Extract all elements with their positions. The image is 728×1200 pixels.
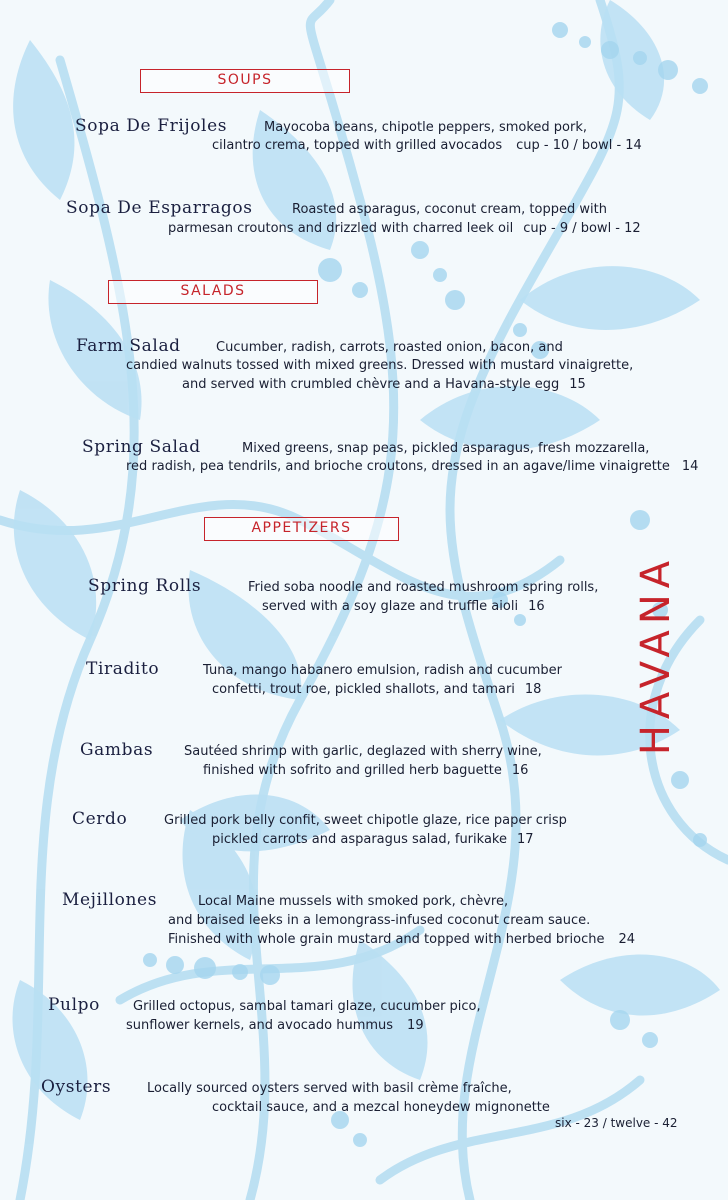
item-desc-pulpo-1: Grilled octopus, sambal tamari glaze, cucumber pico, <box>133 999 481 1014</box>
item-price-spring-salad: 14 <box>681 459 699 474</box>
item-desc-spring-salad-1: Mixed greens, snap peas, pickled asparagus, fresh mozzarella, <box>242 441 650 456</box>
item-desc-text: finished with sofrito and grilled herb baguette <box>203 763 502 778</box>
item-price-oysters: six - 23 / twelve - 42 <box>555 1116 678 1130</box>
item-name-sopa-frijoles: Sopa De Frijoles <box>75 116 228 136</box>
item-price-mejillones: 24 <box>618 932 636 947</box>
item-desc-spring-salad-2 <box>126 459 698 474</box>
section-header-salads: SALADS <box>108 280 318 304</box>
item-name-cerdo: Cerdo <box>72 809 128 829</box>
item-desc-farm-salad-1: Cucumber, radish, carrots, roasted onion, bacon, and <box>216 340 563 355</box>
item-name-farm-salad: Farm Salad <box>76 336 181 356</box>
item-price-cerdo: 17 <box>516 832 534 847</box>
item-desc-text: and served with crumbled chèvre and a Havana-style egg <box>182 377 560 392</box>
item-desc-text: red radish, pea tendrils, and brioche croutons, dressed in an agave/lime vinaigrette <box>126 459 670 474</box>
brand-wordmark <box>626 540 686 770</box>
item-desc-text: parmesan croutons and drizzled with charred leek oil <box>168 221 514 236</box>
item-price-pulpo: 19 <box>407 1018 424 1033</box>
item-desc-gambas-2 <box>203 763 528 778</box>
item-desc-tiradito-1: Tuna, mango habanero emulsion, radish and cucumber <box>203 663 562 678</box>
item-desc-spring-rolls-2 <box>262 599 545 614</box>
brand-text: HAVANA <box>633 554 679 756</box>
item-desc-text: served with a soy glaze and truffle aioli <box>262 599 519 614</box>
item-desc-farm-salad-2: candied walnuts tossed with mixed greens. Dressed with mustard vinaigrette, <box>126 358 634 373</box>
item-desc-sopa-esparragos-2 <box>168 221 641 236</box>
section-header-appetizers: APPETIZERS <box>204 517 399 541</box>
item-name-tiradito: Tiradito <box>86 659 160 679</box>
item-name-gambas: Gambas <box>80 740 154 760</box>
item-name-spring-salad: Spring Salad <box>82 437 201 457</box>
item-price-tiradito: 18 <box>524 682 542 697</box>
item-desc-spring-rolls-1: Fried soba noodle and roasted mushroom spring rolls, <box>248 580 599 595</box>
item-desc-text: cilantro crema, topped with grilled avocados <box>212 138 503 153</box>
item-price-gambas: 16 <box>511 763 529 778</box>
item-name-sopa-esparragos: Sopa De Esparragos <box>66 198 253 218</box>
item-name-oysters: Oysters <box>41 1077 112 1097</box>
item-desc-pulpo-2 <box>126 1018 424 1033</box>
item-price-farm-salad: 15 <box>569 377 586 392</box>
section-header-soups: SOUPS <box>140 69 350 93</box>
item-desc-mejillones-2: and braised leeks in a lemongrass-infused coconut cream sauce. <box>168 913 591 928</box>
item-name-spring-rolls: Spring Rolls <box>88 576 202 596</box>
item-desc-sopa-frijoles-2 <box>212 138 642 153</box>
item-price-sopa-frijoles: cup - 10 / bowl - 14 <box>516 138 642 153</box>
item-desc-oysters-1: Locally sourced oysters served with basil crème fraîche, <box>147 1081 512 1096</box>
item-desc-text: confetti, trout roe, pickled shallots, and tamari <box>212 682 515 697</box>
item-desc-oysters-2: cocktail sauce, and a mezcal honeydew mignonette <box>212 1100 550 1115</box>
item-desc-farm-salad-3 <box>182 377 586 392</box>
item-desc-text: sunflower kernels, and avocado hummus <box>126 1018 394 1033</box>
item-price-sopa-esparragos: cup - 9 / bowl - 12 <box>523 221 641 236</box>
item-desc-text: pickled carrots and asparagus salad, furikake <box>212 832 507 847</box>
item-desc-mejillones-1: Local Maine mussels with smoked pork, chèvre, <box>198 894 509 909</box>
item-name-mejillones: Mejillones <box>62 890 158 910</box>
item-desc-sopa-esparragos-1: Roasted asparagus, coconut cream, topped with <box>292 202 607 217</box>
item-desc-tiradito-2 <box>212 682 541 697</box>
item-price-spring-rolls: 16 <box>528 599 545 614</box>
item-name-pulpo: Pulpo <box>48 995 100 1015</box>
item-desc-cerdo-1: Grilled pork belly confit, sweet chipotle glaze, rice paper crisp <box>164 813 567 828</box>
item-desc-mejillones-3 <box>168 932 635 947</box>
item-desc-cerdo-2 <box>212 832 534 847</box>
item-desc-gambas-1: Sautéed shrimp with garlic, deglazed with sherry wine, <box>184 744 542 759</box>
item-desc-text: Finished with whole grain mustard and topped with herbed brioche <box>168 932 605 947</box>
item-desc-sopa-frijoles-1: Mayocoba beans, chipotle peppers, smoked pork, <box>264 120 588 135</box>
